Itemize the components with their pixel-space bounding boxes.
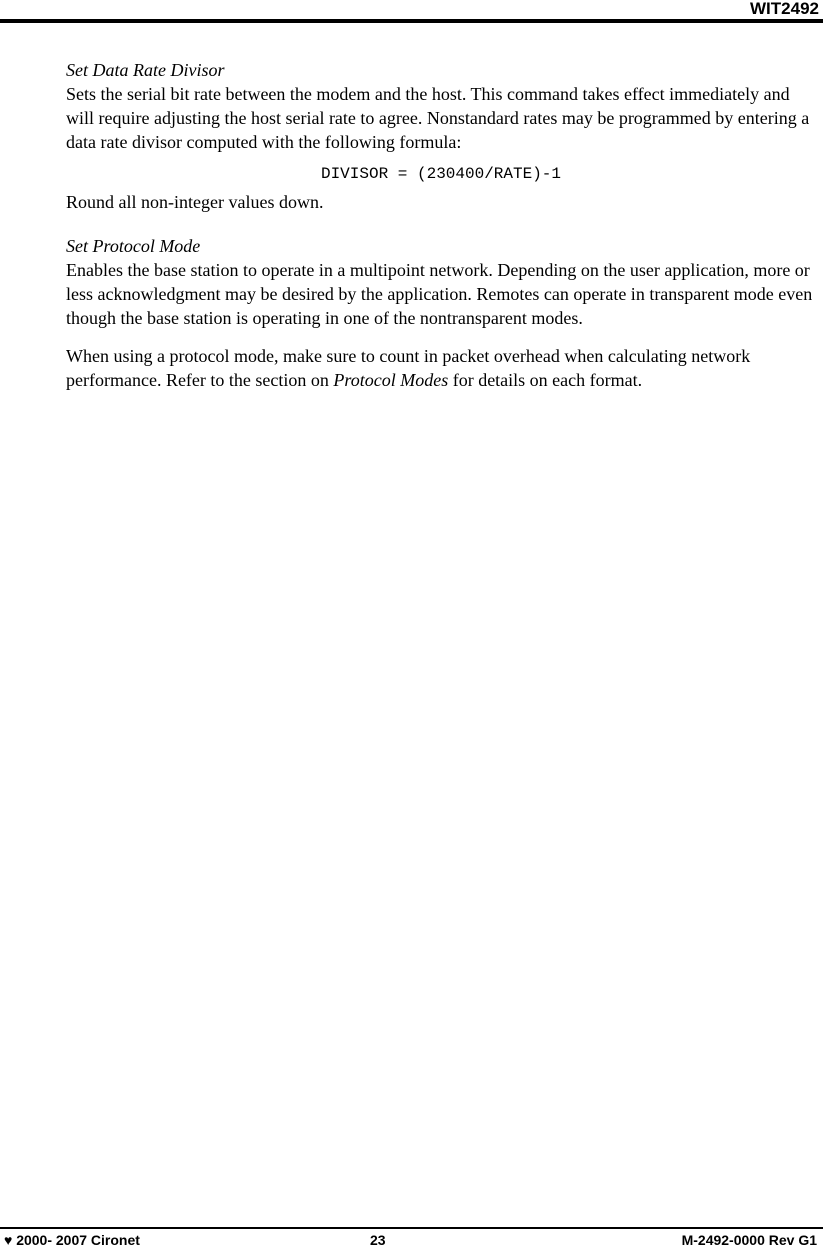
protocol-overhead-paragraph	[66, 344, 816, 392]
page-content	[66, 58, 816, 392]
footer-rule	[0, 1227, 823, 1229]
protocol-modes-reference: Protocol Modes	[333, 370, 449, 390]
footer-copyright: ♥ 2000- 2007 Cironet	[4, 1232, 140, 1248]
protocol-mode-body: Enables the base station to operate in a multipoint network. Depending on the user application, more or less acknowledgment may be desired by the application. Remotes can operate in transparent mode even though the base station is operating in one of the nontransparent modes.	[66, 260, 813, 328]
protocol-overhead-text-end: for details on each format.	[448, 370, 643, 390]
header-rule	[0, 19, 823, 23]
protocol-overhead-text: When using a protocol mode, make sure to count in packet overhead when calculating network performance. Refer to the section on	[66, 346, 751, 390]
footer-doc-id: M-2492-0000 Rev G1	[681, 1232, 817, 1248]
data-rate-body: Sets the serial bit rate between the modem and the host. This command takes effect immediately and will require adjusting the host serial rate to agree. Nonstandard rates may be programmed by entering a data rate divisor computed with the following formula:	[66, 84, 810, 152]
divisor-formula: DIVISOR = (230400/RATE)-1	[320, 165, 562, 183]
protocol-mode-heading: Set Protocol Mode	[66, 236, 201, 256]
document-title: WIT2492	[750, 0, 819, 18]
rounding-note: Round all non-integer values down.	[66, 192, 324, 212]
footer-page-number: 23	[370, 1232, 386, 1248]
data-rate-heading: Set Data Rate Divisor	[66, 60, 225, 80]
